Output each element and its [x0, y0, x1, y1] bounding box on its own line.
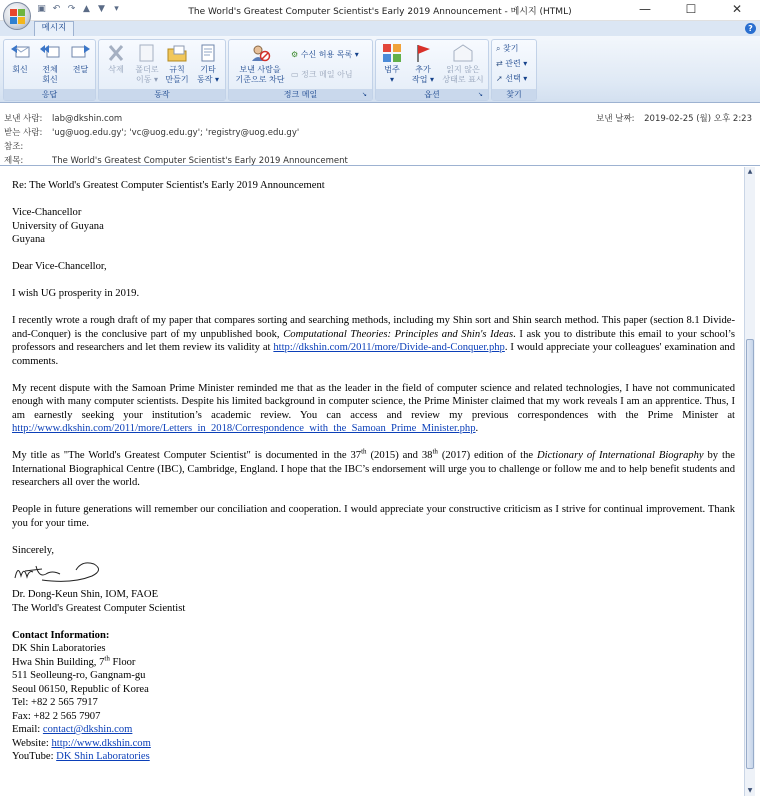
paragraph-2 — [12, 314, 735, 368]
from-label: 보낸 사람: — [4, 114, 43, 124]
move-folder-label-2: 이동 ▾ — [135, 75, 158, 84]
safe-lists-icon: ⚙ — [291, 50, 299, 59]
group-label-actions: 동작 — [99, 89, 225, 100]
message-body-content — [12, 179, 735, 764]
office-logo-yellow — [18, 17, 25, 24]
safe-lists-label: 수신 허용 목록 ▾ — [300, 50, 359, 59]
block-sender-button[interactable] — [231, 43, 289, 85]
down-arrow-icon[interactable]: ▼ — [98, 4, 105, 14]
reply-label: 회신 — [12, 65, 28, 74]
safe-lists-button[interactable] — [291, 50, 359, 60]
reply-button[interactable] — [7, 43, 33, 75]
youtube-label: YouTube: — [12, 751, 57, 762]
close-button[interactable]: ✕ — [731, 2, 743, 16]
group-label-find: 찾기 — [492, 89, 536, 100]
p4-sup-2: th — [432, 447, 438, 456]
p2-text-b: . I ask you to distribute this email to your school’s professors and researchers and let them review its validity at — [12, 328, 735, 353]
find-label: 찾기 — [503, 44, 519, 53]
create-rule-label-1: 규칙 — [169, 65, 185, 74]
address-line: Vice-Chancellor — [12, 207, 82, 218]
ribbon-tab-row — [0, 21, 760, 36]
salutation: Dear Vice-Chancellor, — [12, 261, 107, 272]
contact-building: Hwa Shin Building, 7th Floor — [12, 653, 136, 668]
options-dialog-launcher-icon[interactable]: ↘ — [478, 91, 484, 98]
signature-block — [12, 544, 735, 616]
closing: Sincerely, — [12, 544, 54, 556]
from-value[interactable]: lab@dkshin.com — [52, 114, 123, 124]
create-rule-icon — [166, 43, 188, 63]
vertical-scrollbar[interactable] — [744, 167, 755, 796]
contact-fax: Fax: +82 2 565 7907 — [12, 710, 101, 722]
move-folder-icon — [136, 43, 158, 63]
signer-name: Dr. Dong-Keun Shin, IOM, FAOE — [12, 589, 159, 600]
p2-text-a: I recently wrote a rough draft of my paper that compares sorting and searching methods, including my Shin sort and Shin search method. This paper (section 8.1 Divide-and-Conquer) is the conclusive part of my unpublished book, — [12, 315, 735, 340]
ribbon — [0, 36, 760, 103]
correspondence-link[interactable]: http://www.dkshin.com/2011/more/Letters_in_2018/Correspondence_with_the_Samoan_Prime_Minister.php — [12, 423, 476, 434]
sent-value: 2019-02-25 (월) 오후 2:23 — [644, 114, 752, 124]
up-arrow-icon[interactable]: ▲ — [83, 4, 90, 14]
ribbon-group-actions — [98, 39, 226, 101]
subject-row — [4, 154, 348, 166]
follow-up-button[interactable] — [408, 43, 438, 85]
from-row — [4, 112, 122, 124]
to-value[interactable]: 'ug@uog.edu.gy'; 'vc@uog.edu.gy'; 'registry@uog.edu.gy' — [52, 128, 300, 138]
contact-tel: Tel: +82 2 565 7917 — [12, 697, 98, 708]
related-icon: ⇄ — [496, 59, 503, 68]
group-label-junk: 정크 메일 — [229, 89, 372, 100]
office-logo-blue — [10, 17, 17, 24]
mark-unread-button[interactable] — [440, 43, 486, 85]
categorize-label-2: ▾ — [389, 75, 394, 84]
p4-sup-1: th — [361, 447, 367, 456]
ribbon-group-junk — [228, 39, 373, 101]
not-junk-icon: ▭ — [291, 70, 299, 79]
email-label: Email: — [12, 724, 43, 735]
mark-unread-label-2: 상태로 표시 — [442, 75, 484, 84]
p4-text-d: by the International Biographical Centre (IBC), Cambridge, England. I hope that the IBC’s endorsement will urge you to challenge or follow me and to help benefit students and researchers all over the world. — [12, 450, 735, 488]
paragraph-3 — [12, 382, 735, 436]
mark-unread-label-1: 읽지 않은 — [446, 65, 480, 74]
paragraph-1: I wish UG prosperity in 2019. — [12, 288, 140, 299]
select-icon: ➚ — [496, 74, 503, 83]
cc-row — [4, 140, 52, 152]
address-line: Guyana — [12, 234, 45, 245]
undo-icon[interactable]: ↶ — [52, 4, 61, 14]
maximize-button[interactable]: ☐ — [685, 2, 697, 16]
address-block — [12, 206, 735, 247]
delete-button[interactable] — [102, 43, 130, 75]
customize-qat-icon[interactable]: ▾ — [114, 4, 119, 14]
other-actions-label-2: 동작 ▾ — [196, 75, 219, 84]
window-controls — [622, 0, 760, 21]
related-label: 관련 ▾ — [505, 59, 528, 68]
select-button[interactable] — [496, 74, 527, 84]
office-logo-red — [10, 9, 17, 16]
categorize-button[interactable] — [378, 43, 406, 85]
signer-title: The World's Greatest Computer Scientist — [12, 602, 186, 614]
contact-block — [12, 629, 735, 764]
contact-org: DK Shin Laboratories — [12, 643, 106, 654]
move-folder-label-1: 폴더로 — [135, 65, 159, 74]
handwritten-signature — [12, 558, 102, 588]
scrollbar-thumb[interactable] — [746, 339, 754, 769]
re-line: Re: The World's Greatest Computer Scientist's Early 2019 Announcement — [12, 180, 325, 191]
not-junk-label: 정크 메일 아님 — [301, 70, 353, 79]
not-junk-button[interactable] — [291, 70, 353, 80]
p4-text-b: (2015) and 38 — [366, 450, 433, 461]
ribbon-group-options — [375, 39, 489, 101]
book-title: Computational Theories: Principles and Shin's Ideas — [283, 328, 514, 340]
divide-conquer-link[interactable]: http://dkshin.com/2011/more/Divide-and-Conquer.php — [273, 342, 505, 353]
follow-up-label-1: 추가 — [415, 65, 431, 74]
sent-row — [596, 112, 752, 124]
ribbon-group-respond — [3, 39, 96, 101]
ribbon-group-find — [491, 39, 537, 101]
to-row — [4, 126, 299, 138]
follow-up-label-2: 작업 ▾ — [411, 75, 434, 84]
reply-all-label-2: 회신 — [42, 75, 58, 84]
categorize-label-1: 범주 — [384, 65, 400, 74]
binoculars-icon: ⌕ — [496, 44, 501, 53]
block-sender-label-2: 기준으로 차단 — [235, 75, 285, 84]
website-link[interactable]: http://www.dkshin.com — [51, 737, 151, 749]
p3-text-a: My recent dispute with the Samoan Prime Minister reminded me that as the leader in the field of computer science and related technologies, I have not communicated enough with many computer scientists. Despite his limited background in computer science, the Prime Minister claimed that my work reveals I am an apprentice. Thus, I am earnestly seeking your institution’s academic review. You can access and review my previous correspondences with the Prime Minister at — [12, 382, 735, 421]
sent-label: 보낸 날짜: — [596, 114, 635, 124]
select-label: 선택 ▾ — [505, 74, 528, 83]
block-sender-icon — [249, 43, 271, 63]
other-actions-button[interactable] — [193, 43, 223, 85]
paragraph-5: People in future generations will remember our conciliation and cooperation. I would appreciate your constructive criticism as I strive for continual improvement. Thank you for your time. — [12, 504, 735, 529]
message-body[interactable] — [0, 167, 744, 796]
move-folder-button[interactable] — [132, 43, 162, 85]
address-line: University of Guyana — [12, 220, 104, 232]
office-logo-green — [18, 9, 25, 16]
contact-street: 511 Seolleung-ro, Gangnam-gu — [12, 670, 146, 681]
forward-label: 전달 — [72, 65, 89, 74]
dictionary-title: Dictionary of International Biography — [537, 450, 704, 461]
reply-icon — [9, 43, 31, 63]
tab-message[interactable]: 메시지 — [34, 21, 74, 36]
create-rule-label-2: 만들기 — [165, 75, 189, 84]
p4-text-a: My title as "The World's Greatest Computer Scientist" is documented in the 37 — [12, 450, 362, 461]
forward-button[interactable] — [67, 43, 94, 75]
to-label: 받는 사람: — [4, 128, 43, 138]
other-actions-label-1: 기타 — [200, 65, 216, 74]
window-title: The World's Greatest Computer Scientist's Early 2019 Announcement - 메시지 (HTML) — [188, 7, 572, 17]
minimize-button[interactable]: — — [639, 2, 651, 16]
website-label: Website: — [12, 737, 52, 749]
mark-unread-icon — [452, 43, 474, 63]
redo-icon[interactable]: ↷ — [67, 4, 76, 14]
categorize-icon — [381, 43, 403, 63]
youtube-link[interactable]: DK Shin Laboratories — [56, 751, 150, 762]
group-label-options: 옵션 — [376, 89, 488, 100]
scroll-down-icon[interactable]: ▼ — [747, 787, 753, 794]
message-header — [0, 104, 760, 166]
office-button[interactable] — [3, 2, 31, 30]
help-icon[interactable]: ? — [745, 23, 756, 34]
contact-heading: Contact Information: — [12, 629, 110, 641]
flag-icon — [412, 43, 434, 63]
p3-text-b: . — [475, 423, 479, 434]
p2-text-c: . I would appreciate your colleagues' examination and comments. — [12, 342, 735, 367]
reply-all-button[interactable] — [36, 43, 64, 85]
subject-label: 제목: — [4, 156, 24, 166]
delete-label: 삭제 — [108, 65, 124, 74]
related-button[interactable] — [496, 59, 527, 69]
title-bar — [0, 0, 760, 21]
email-link[interactable]: contact@dkshin.com — [42, 724, 133, 735]
other-actions-icon — [197, 43, 219, 63]
forward-icon — [70, 43, 92, 63]
find-button[interactable] — [496, 44, 519, 54]
group-label-respond: 응답 — [4, 89, 95, 100]
junk-dialog-launcher-icon[interactable]: ↘ — [362, 91, 368, 98]
p4-text-c: (2017) edition of the — [437, 450, 538, 461]
create-rule-button[interactable] — [163, 43, 191, 85]
contact-city: Seoul 06150, Republic of Korea — [12, 683, 149, 695]
block-sender-label-1: 보낸 사람을 — [239, 65, 281, 74]
reply-all-label-1: 전체 — [42, 65, 58, 74]
scroll-up-icon[interactable]: ▲ — [747, 168, 753, 175]
cc-label: 참조: — [4, 142, 24, 152]
subject-value: The World's Greatest Computer Scientist's Early 2019 Announcement — [52, 156, 348, 166]
save-icon[interactable]: ▣ — [37, 4, 46, 14]
paragraph-4 — [12, 449, 735, 490]
reply-all-icon — [39, 43, 61, 63]
delete-icon — [105, 43, 127, 63]
